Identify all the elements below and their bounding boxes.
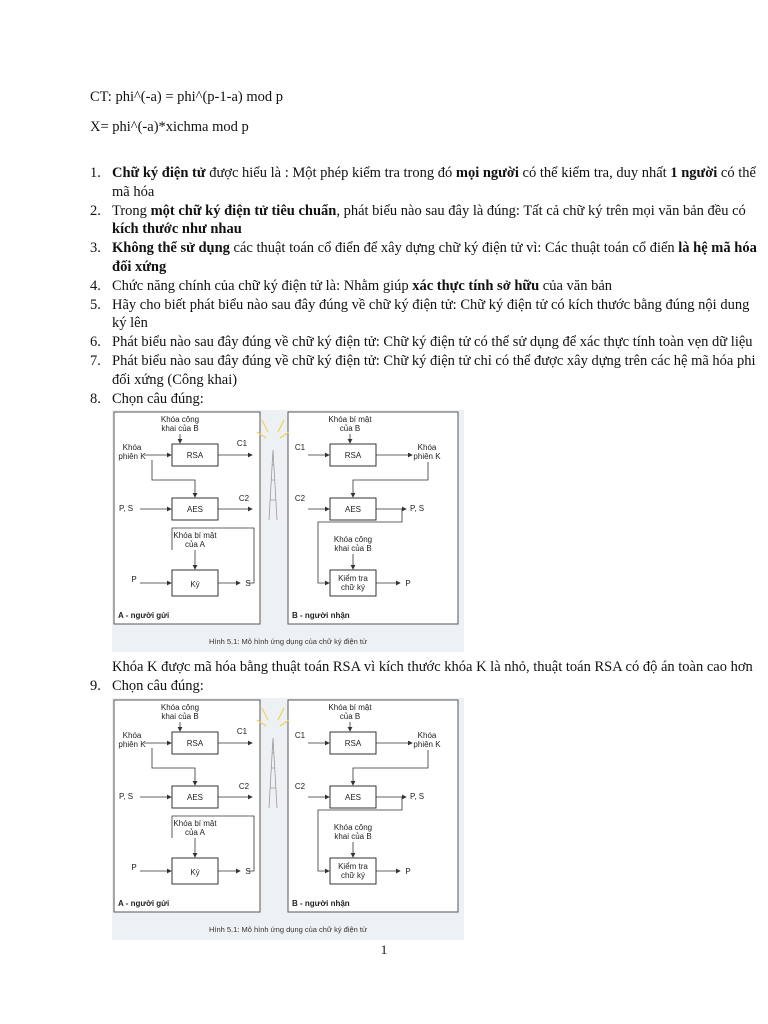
figure-label: phiên K xyxy=(118,739,146,749)
question-number: 7. xyxy=(90,352,101,369)
figure-label: phiên K xyxy=(413,452,441,462)
question-text xyxy=(112,296,760,334)
figure-label: Khóa xyxy=(122,730,142,740)
figure-label: AES xyxy=(186,505,204,515)
figure-label: Hình 5.1: Mô hình ứng dụng của chữ ký điện tử xyxy=(208,924,368,934)
figure-label: A - người gửi xyxy=(118,898,170,908)
text-run: của văn bản xyxy=(539,277,613,294)
bold-text: kích thước như nhau xyxy=(112,221,242,238)
figure-label: Khóa bí mật xyxy=(328,415,372,425)
question-number: 1. xyxy=(90,165,101,181)
bold-text: Chữ ký điện tử xyxy=(112,165,206,181)
text-run: Chọn câu đúng: xyxy=(112,677,204,694)
question-item xyxy=(90,202,760,240)
answer-text: Khóa K được mã hóa bằng thuật toán RSA vì kích thước khóa K là nhỏ, thuật toán RSA có độ án toàn cao hơn xyxy=(112,659,753,676)
figure-label: S xyxy=(245,579,251,589)
question-number: 2. xyxy=(90,202,101,219)
figure-label: AES xyxy=(344,505,362,515)
left-pubkey-b-line2: khai của B xyxy=(161,424,199,434)
figure-label: AES xyxy=(186,792,204,802)
text-run: Phát biểu nào sau đây đúng về chữ ký điện tử: Chữ ký điện tử có thể sử dụng để xác thực tính toàn vẹn dữ liệu xyxy=(112,334,753,351)
figure-label: P xyxy=(405,866,411,876)
question-number: 6. xyxy=(90,334,101,351)
figure-label: phiên K xyxy=(413,739,441,749)
figure-label: Khóa xyxy=(417,730,437,740)
question-item xyxy=(90,164,760,202)
figure-label: P, S xyxy=(118,791,134,801)
figure-label: C2 xyxy=(294,494,306,504)
figure-label: B - người nhận xyxy=(292,898,350,908)
bold-text: Không thể sử dụng xyxy=(112,240,230,257)
figure-label: RSA xyxy=(186,738,204,748)
figure-label: khai của B xyxy=(334,831,372,841)
figure-label: của B xyxy=(339,424,361,434)
question-number: 9. xyxy=(90,677,101,694)
question-number: 4. xyxy=(90,277,101,294)
question-text xyxy=(112,352,760,390)
question-text xyxy=(112,239,760,277)
bold-text: 1 người xyxy=(670,165,718,181)
figure-container xyxy=(112,410,760,658)
figure-label: C2 xyxy=(238,494,250,504)
text-run: Trong xyxy=(112,202,151,219)
bold-text: một chữ ký điện tử tiêu chuẩn xyxy=(150,202,337,219)
text-run: Chức năng chính của chữ ký điện tử là: Nhằm giúp xyxy=(112,277,413,294)
bold-text: là hệ mã hóa đối xứng xyxy=(112,240,757,275)
question-item xyxy=(90,352,760,390)
question-number: 8. xyxy=(90,390,101,407)
figure-label: Khóa công xyxy=(333,822,373,832)
figure-label: Khóa bí mật xyxy=(173,818,217,828)
figure-label: của B xyxy=(339,711,361,721)
text-run: Hãy cho biết phát biểu nào sau đây đúng về chữ ký điện tử: Chữ ký điện tử có kích thước bằng đúng nội dung ký lên xyxy=(112,296,750,332)
figure-label: S xyxy=(245,866,251,876)
figure-label: C1 xyxy=(294,443,306,453)
figure-label: AES xyxy=(344,792,362,802)
figure-label: C2 xyxy=(238,781,250,791)
figure-label: C2 xyxy=(294,781,306,791)
figure-label: của A xyxy=(184,827,206,837)
question-number: 5. xyxy=(90,296,101,313)
figure-label: Khóa bí mật xyxy=(173,531,217,541)
left-pubkey-b-line2: khai của B xyxy=(161,711,199,721)
left-pubkey-b-line1: Khóa công xyxy=(160,702,200,712)
text-run: , phát biểu nào sau đây là đúng: Tất cả chữ ký trên mọi văn bản đều có xyxy=(336,202,746,219)
question-item xyxy=(90,677,760,946)
text-run: được hiểu là : Một phép kiểm tra trong đó xyxy=(205,165,456,181)
question-item xyxy=(90,239,760,277)
figure-label: C1 xyxy=(236,726,248,736)
text-run: có thể mã hóa xyxy=(112,165,756,200)
question-text xyxy=(112,202,760,240)
figure-label: RSA xyxy=(344,738,362,748)
figure-label: chữ ký xyxy=(340,870,366,880)
question-item xyxy=(90,390,760,677)
figure-label: phiên K xyxy=(118,452,146,462)
text-run: các thuật toán cổ điển để xây dựng chữ ký điện tử vì: Các thuật toán cổ điển xyxy=(229,240,679,257)
figure-label: Khóa công xyxy=(333,535,373,545)
question-list xyxy=(90,164,760,946)
figure-label: A - người gửi xyxy=(118,611,170,621)
figure-label: P, S xyxy=(409,791,425,801)
bold-text: mọi người xyxy=(455,165,519,181)
page-number: 1 xyxy=(380,942,388,957)
figure-label: P, S xyxy=(118,504,134,514)
signature-model-figure xyxy=(112,698,464,940)
text-run: Phát biểu nào sau đây đúng về chữ ký điện tử: Chữ ký điện tử chỉ có thể được xây dựng trên các hệ mã hóa phi đối xứng (Công khai) xyxy=(112,352,756,388)
question-text xyxy=(112,277,760,296)
figure-label: C1 xyxy=(294,730,306,740)
figure-label: Kiểm tra xyxy=(338,574,368,584)
question-text xyxy=(112,677,760,696)
left-pubkey-b-line1: Khóa công xyxy=(160,415,200,425)
question-text xyxy=(112,390,760,409)
question-item xyxy=(90,333,760,352)
question-number: 3. xyxy=(90,240,101,257)
question-item xyxy=(90,296,760,334)
figure-label: Hình 5.1: Mô hình ứng dụng của chữ ký điện tử xyxy=(208,637,368,647)
figure-label: P xyxy=(131,862,137,872)
figure-container xyxy=(112,698,760,946)
figure-label: của A xyxy=(184,540,206,550)
figure-label: Khóa bí mật xyxy=(328,702,372,712)
figure-label: C1 xyxy=(236,439,248,449)
signature-model-figure xyxy=(112,410,464,652)
text-run: Chọn câu đúng: xyxy=(112,390,204,407)
figure-label: P xyxy=(405,579,411,589)
figure-label: Ký xyxy=(190,867,200,877)
figure-label: P xyxy=(131,575,137,585)
figure-label: RSA xyxy=(186,451,204,461)
figure-label: Khóa xyxy=(417,443,437,453)
figure-label: khai của B xyxy=(334,544,372,554)
figure-label: RSA xyxy=(344,451,362,461)
question-text xyxy=(112,333,760,352)
figure-label: chữ ký xyxy=(340,583,366,593)
figure-label: B - người nhận xyxy=(292,611,350,621)
figure-label: Khóa xyxy=(122,443,142,453)
figure-label: P, S xyxy=(409,504,425,514)
formula-ct: CT: phi^(-a) = phi^(p-1-a) mod p xyxy=(90,89,284,105)
figure-label: Ký xyxy=(190,580,200,590)
bold-text: xác thực tính sở hữu xyxy=(412,277,540,294)
formula-x: X= phi^(-a)*xichma mod p xyxy=(90,119,249,135)
question-item xyxy=(90,277,760,296)
question-text xyxy=(112,164,760,202)
text-run: có thể kiểm tra, duy nhất xyxy=(518,165,671,181)
figure-label: Kiểm tra xyxy=(338,861,368,871)
